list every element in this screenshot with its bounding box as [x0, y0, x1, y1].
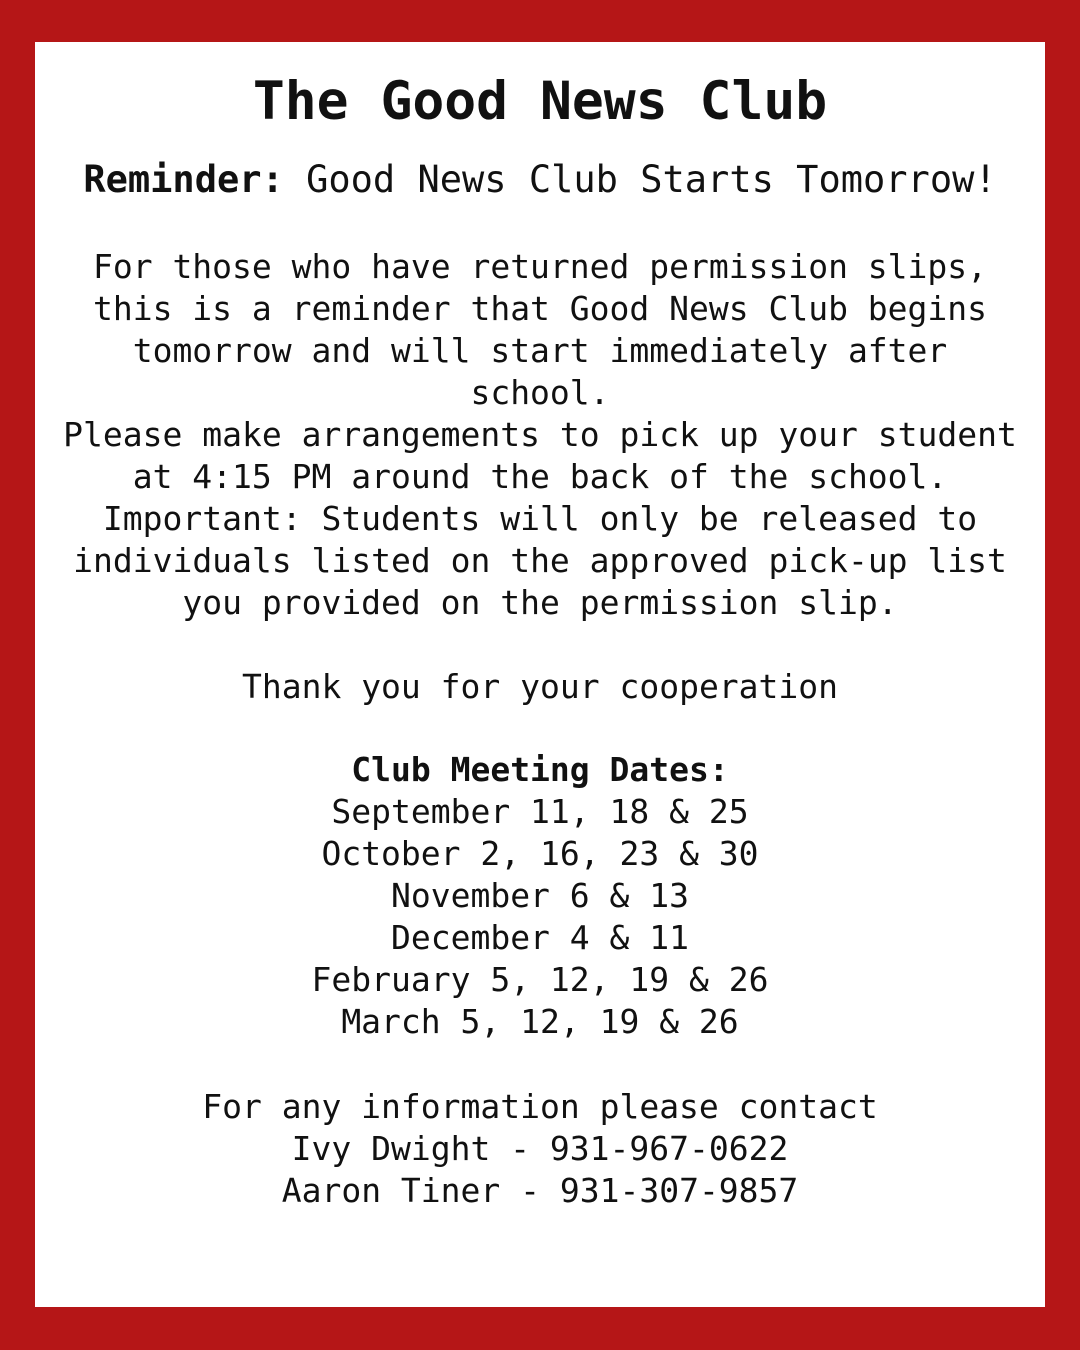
meeting-date: September 11, 18 & 25 [331, 792, 749, 831]
flyer-title: The Good News Club [252, 71, 828, 132]
meeting-dates-list [35, 791, 1045, 1043]
contact-person: Ivy Dwight - 931-967-0622 [291, 1129, 789, 1168]
meeting-date: March 5, 12, 19 & 26 [341, 1002, 739, 1041]
meeting-date: November 6 & 13 [390, 876, 689, 915]
body-paragraphs [35, 246, 1045, 624]
body-line: at 4:15 PM around the back of the school. [132, 457, 948, 496]
reminder-line [35, 156, 1045, 204]
contact-section [35, 1086, 1045, 1212]
body-line: Important: Students will only be released to [102, 499, 978, 538]
body-line: Please make arrangements to pick up your student [63, 415, 1017, 454]
body-line: school. [470, 373, 610, 412]
body-line: this is a reminder that Good News Club begins [92, 289, 988, 328]
body-line: tomorrow and will start immediately after [132, 331, 948, 370]
flyer-content [35, 42, 1045, 1307]
contact-intro: For any information please contact [202, 1087, 878, 1126]
body-line: For those who have returned permission slips, [92, 247, 988, 286]
body-line: individuals listed on the approved pick-up list [73, 541, 1007, 580]
contact-person: Aaron Tiner - 931-307-9857 [281, 1171, 799, 1210]
body-line: you provided on the permission slip. [182, 583, 898, 622]
reminder-label: Reminder: [83, 158, 284, 201]
meeting-date: October 2, 16, 23 & 30 [321, 834, 759, 873]
meeting-date: December 4 & 11 [390, 918, 689, 957]
meeting-date: February 5, 12, 19 & 26 [311, 960, 769, 999]
reminder-text: Good News Club Starts Tomorrow! [306, 158, 997, 201]
thanks-line: Thank you for your cooperation [241, 667, 839, 706]
meeting-dates-heading: Club Meeting Dates: [351, 750, 729, 789]
